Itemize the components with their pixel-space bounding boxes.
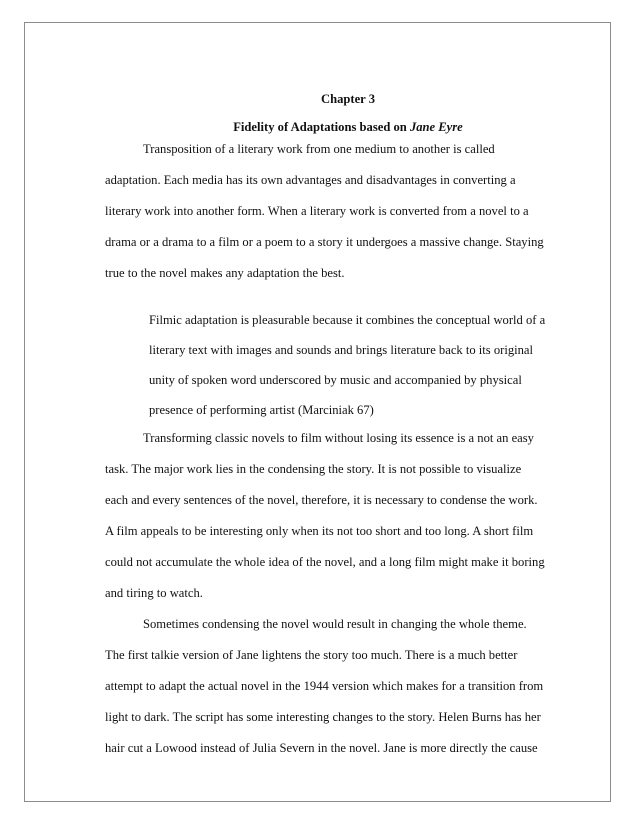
quote-line: unity of spoken word underscored by music and accompanied by physical xyxy=(149,373,522,387)
paragraph-line: The first talkie version of Jane lightens the story too much. There is a much better xyxy=(105,648,518,662)
paragraph-2 xyxy=(105,431,591,617)
paragraph-line: literary work into another form. When a literary work is converted from a novel to a xyxy=(105,204,529,218)
paragraph-line: could not accumulate the whole idea of the novel, and a long film might make it boring xyxy=(105,555,545,569)
block-quote xyxy=(149,305,591,425)
paragraph-line: Transposition of a literary work from one medium to another is called xyxy=(143,142,495,156)
chapter-title-italic: Jane Eyre xyxy=(409,120,463,134)
document-page xyxy=(24,22,611,802)
chapter-title-prefix: Fidelity of Adaptations based on xyxy=(233,120,410,134)
paragraph-line: Sometimes condensing the novel would result in changing the whole theme. xyxy=(143,617,527,631)
paragraph-line: Transforming classic novels to film without losing its essence is a not an easy xyxy=(143,431,534,445)
paragraph-line: light to dark. The script has some interesting changes to the story. Helen Burns has her xyxy=(105,710,541,724)
quote-line: literary text with images and sounds and brings literature back to its original xyxy=(149,343,534,357)
quote-line: presence of performing artist (Marciniak 67) xyxy=(149,403,374,417)
paragraph-line: hair cut a Lowood instead of Julia Severn in the novel. Jane is more directly the cause xyxy=(105,741,538,755)
paragraph-1 xyxy=(105,142,591,297)
chapter-title xyxy=(105,113,591,142)
paragraph-line: true to the novel makes any adaptation the best. xyxy=(105,266,345,280)
paragraph-line: and tiring to watch. xyxy=(105,586,203,600)
paragraph-line: each and every sentences of the novel, therefore, it is necessary to condense the work. xyxy=(105,493,538,507)
paragraph-line: drama or a drama to a film or a poem to a story it undergoes a massive change. Staying xyxy=(105,235,544,249)
paragraph-line: adaptation. Each media has its own advantages and disadvantages in converting a xyxy=(105,173,516,187)
paragraph-3 xyxy=(105,617,591,772)
paragraph-line: A film appeals to be interesting only when its not too short and too long. A short film xyxy=(105,524,534,538)
paragraph-line: task. The major work lies in the condensing the story. It is not possible to visualize xyxy=(105,462,522,476)
quote-line: Filmic adaptation is pleasurable because it combines the conceptual world of a xyxy=(149,313,546,327)
page-content xyxy=(105,85,591,772)
chapter-heading: Chapter 3 xyxy=(321,92,375,106)
paragraph-line: attempt to adapt the actual novel in the 1944 version which makes for a transition from xyxy=(105,679,544,693)
